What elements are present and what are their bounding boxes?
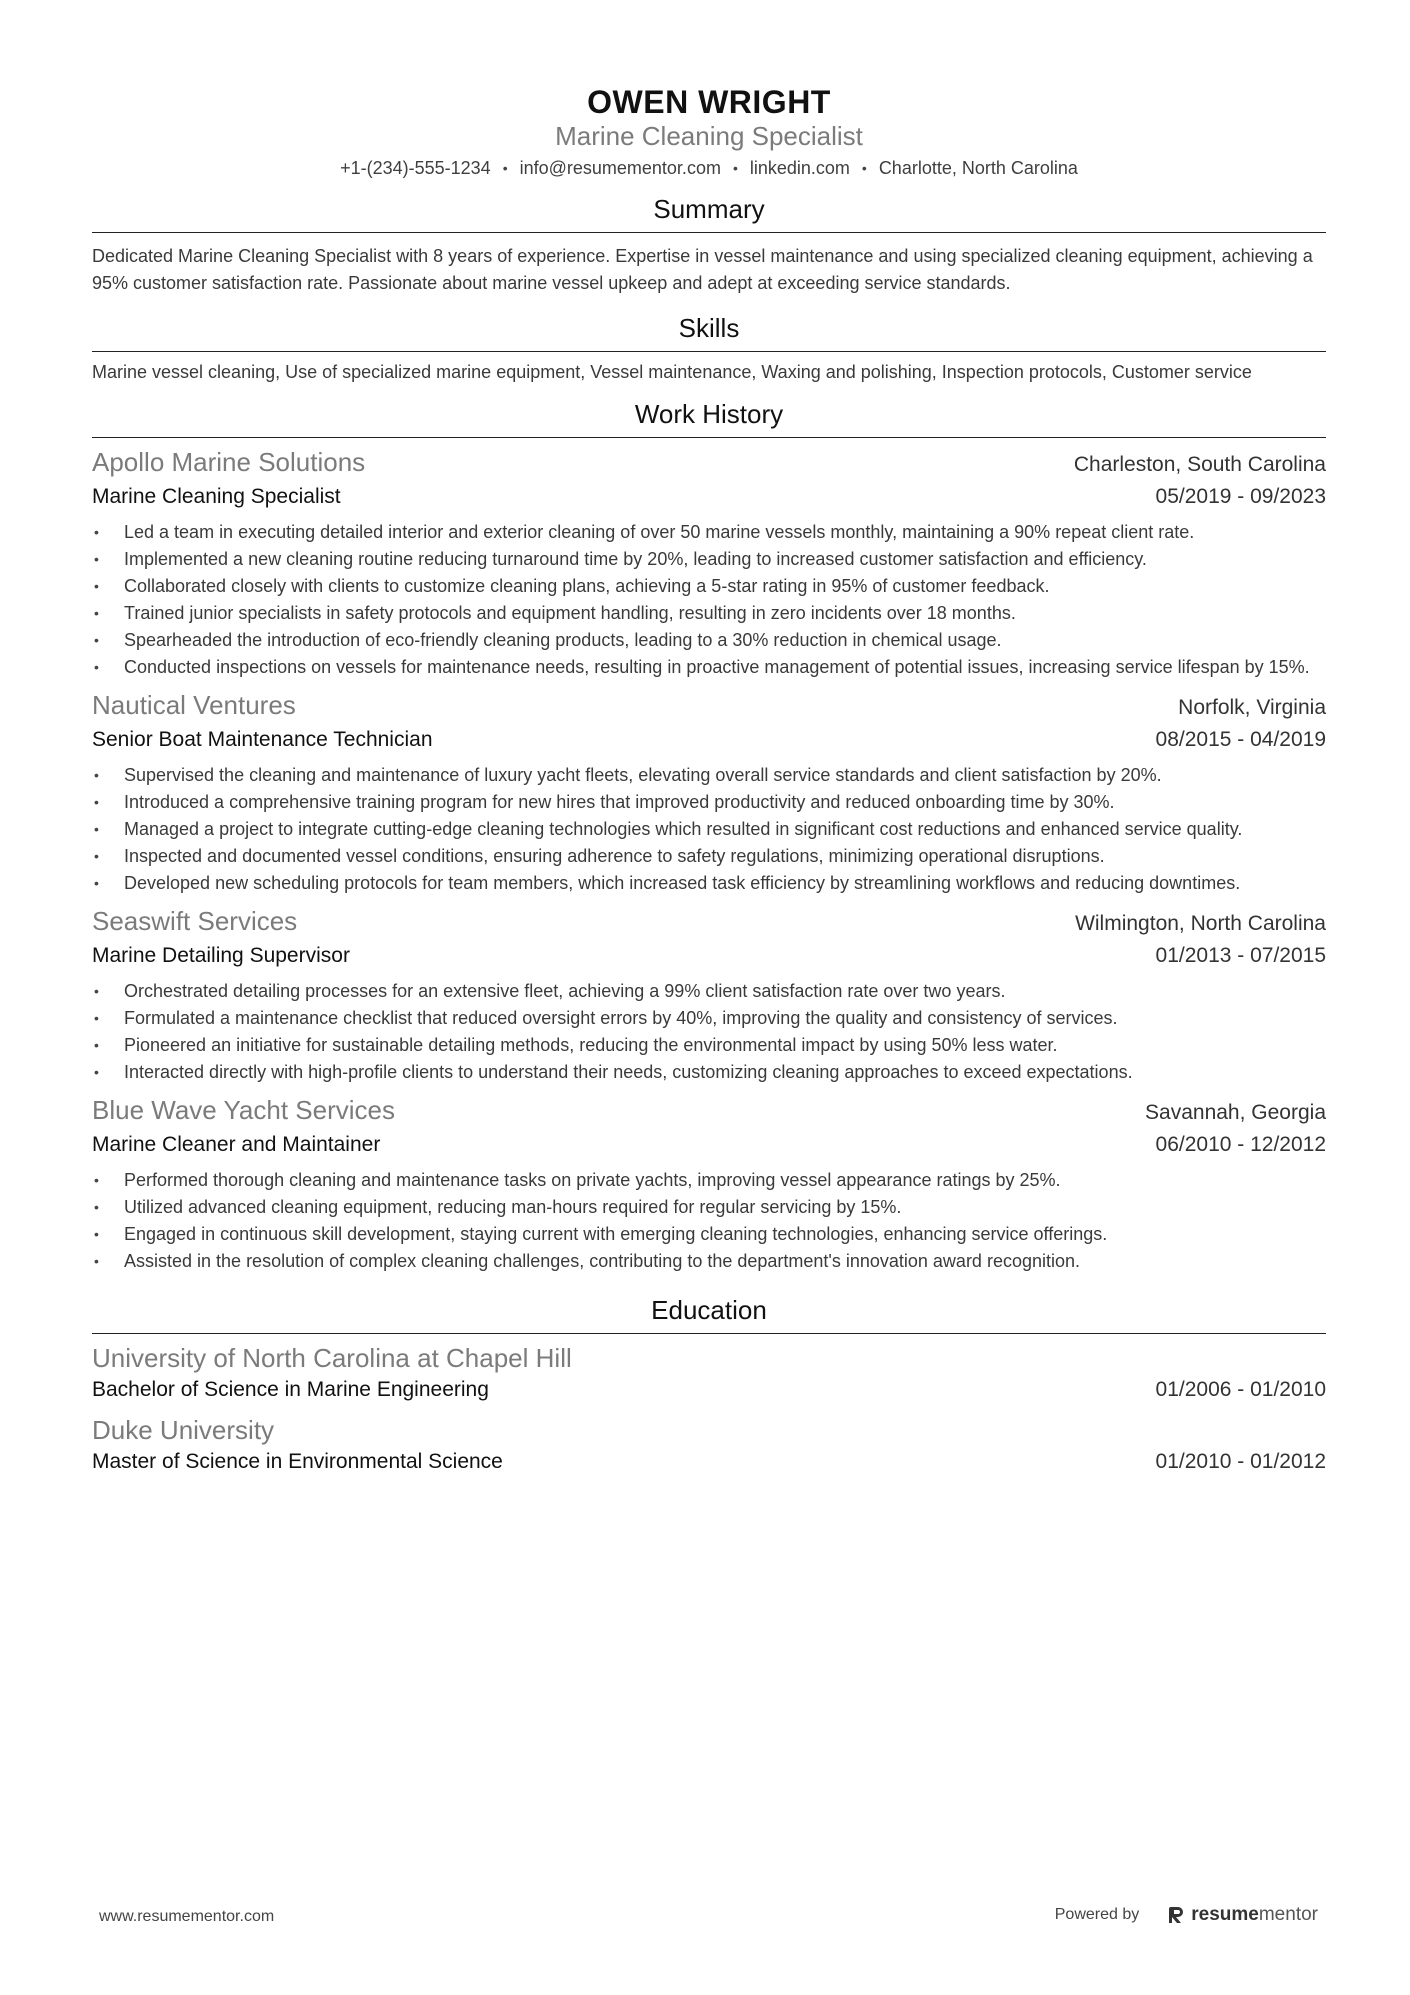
job-bullet-text: Led a team in executing detailed interior and exterior cleaning of over 50 marine vessels monthly, maintaining a 90% repeat client rate. [124,522,1195,542]
job-location: Charleston, South Carolina [1073,453,1326,476]
job-bullet [92,600,1326,627]
job-company: Seaswift Services [92,906,298,936]
job-header-row [92,446,1326,481]
job-location: Wilmington, North Carolina [1075,912,1326,935]
bullet-dot: • [94,1253,99,1269]
job-bullet-text: Performed thorough cleaning and maintenance tasks on private yachts, improving vessel appearance ratings by 25%. [124,1170,1061,1190]
education-entry [92,1414,1326,1478]
job-bullet [92,1059,1326,1086]
job-role-row [92,1129,1326,1161]
job-dates: 08/2015 - 04/2019 [1155,728,1326,751]
job-bullet [92,843,1326,870]
job-bullet [92,654,1326,681]
job-bullet [92,1005,1326,1032]
job-role: Senior Boat Maintenance Technician [92,728,433,751]
bullet-separator: • [732,160,738,176]
resume-content [92,84,1326,1478]
skills-text: Marine vessel cleaning, Use of specialized marine equipment, Vessel maintenance, Waxing and polishing, Inspection protocols, Customer service [92,362,1252,382]
job-bullets [92,1167,1326,1275]
summary-text: Dedicated Marine Cleaning Specialist with 8 years of experience. Expertise in vessel maintenance and using specialized cleaning equipment, achieving a 95% customer satisfaction rate. Passionate about marine vessel upkeep and adept at exceeding service standards. [92,246,1313,293]
education-dates: 01/2006 - 01/2010 [1155,1378,1326,1401]
education-dates: 01/2010 - 01/2012 [1155,1450,1326,1473]
bullet-dot: • [94,1199,99,1215]
bullet-separator: • [861,160,867,176]
job-bullet [92,546,1326,573]
job-bullet [92,573,1326,600]
powered-by-label: Powered by [1054,1906,1140,1923]
bullet-dot: • [94,524,99,540]
bullet-dot: • [94,1064,99,1080]
job-bullet [92,519,1326,546]
job-bullet-text: Engaged in continuous skill development, staying current with emerging cleaning technologies, enhancing service offerings. [124,1224,1108,1244]
work-history-list [92,446,1326,1275]
job-bullet [92,1221,1326,1248]
job-bullet-text: Inspected and documented vessel conditions, ensuring adherence to safety regulations, minimizing operational disruptions. [124,846,1105,866]
job-role: Marine Cleaning Specialist [92,485,341,508]
section-divider [92,1333,1326,1334]
bullet-dot: • [94,659,99,675]
bullet-dot: • [94,821,99,837]
job-company: Apollo Marine Solutions [92,447,366,477]
footer-website[interactable]: www.resumementor.com [99,1908,275,1925]
job-bullet-text: Utilized advanced cleaning equipment, reducing man-hours required for regular servicing by 15%. [124,1197,902,1217]
job-bullet-text: Implemented a new cleaning routine reducing turnaround time by 20%, leading to increased customer satisfaction and efficiency. [124,549,1147,569]
resumementor-logo-icon [1169,1905,1185,1925]
bullet-separator: • [502,160,508,176]
education-degree: Bachelor of Science in Marine Engineering [92,1378,489,1401]
job-location: Norfolk, Virginia [1178,696,1326,719]
education-degree-row [92,1446,1326,1478]
job-bullet [92,762,1326,789]
bullet-dot: • [94,1010,99,1026]
bullet-dot: • [94,605,99,621]
job-bullet [92,1032,1326,1059]
contact-phone: +1-(234)-555-1234 [340,158,491,178]
brand-name-bold: resume [1191,1904,1259,1925]
section-divider [92,232,1326,233]
skills-heading: Skills [678,313,740,343]
job-bullet-text: Introduced a comprehensive training program for new hires that improved productivity and reduced onboarding time by 30%. [124,792,1115,812]
job-bullet [92,816,1326,843]
job-bullet [92,627,1326,654]
job-bullet-text: Managed a project to integrate cutting-edge cleaning technologies which resulted in significant cost reductions and enhanced service quality. [124,819,1243,839]
job-company: Nautical Ventures [92,690,296,720]
education-entry [92,1342,1326,1406]
job-entry [92,1094,1326,1275]
education-school: Duke University [92,1415,275,1445]
job-bullet-text: Assisted in the resolution of complex cleaning challenges, contributing to the department's innovation award recognition. [124,1251,1081,1271]
contact-line [92,154,1326,182]
job-bullet-text: Conducted inspections on vessels for maintenance needs, resulting in proactive management of potential issues, increasing service lifespan by 15%. [124,657,1310,677]
job-role: Marine Detailing Supervisor [92,944,350,967]
job-bullet-text: Developed new scheduling protocols for team members, which increased task efficiency by streamlining workflows and reducing downtimes. [124,873,1241,893]
education-heading: Education [651,1295,767,1325]
contact-linkedin[interactable]: linkedin.com [749,158,850,178]
job-entry [92,689,1326,897]
section-divider [92,351,1326,352]
job-dates: 05/2019 - 09/2023 [1155,485,1326,508]
job-header-row [92,1094,1326,1129]
bullet-dot: • [94,1226,99,1242]
education-list [92,1342,1326,1478]
footer-branding [1055,1904,1318,1926]
job-bullet [92,978,1326,1005]
bullet-dot: • [94,578,99,594]
contact-email[interactable]: info@resumementor.com [519,158,721,178]
brand-name-light: mentor [1258,1904,1318,1925]
job-bullets [92,519,1326,681]
job-bullet-text: Orchestrated detailing processes for an extensive fleet, achieving a 99% client satisfaction rate over two years. [124,981,1006,1001]
bullet-dot: • [94,848,99,864]
job-dates: 06/2010 - 12/2012 [1155,1133,1326,1156]
job-bullet-text: Interacted directly with high-profile clients to understand their needs, customizing cleaning approaches to exceed expectations. [124,1062,1133,1082]
work-history-heading: Work History [634,399,784,429]
job-bullets [92,762,1326,897]
job-entry [92,446,1326,681]
bullet-dot: • [94,1037,99,1053]
candidate-name: OWEN WRIGHT [587,84,831,120]
bullet-dot: • [94,875,99,891]
section-divider [92,437,1326,438]
job-bullet-text: Collaborated closely with clients to customize cleaning plans, achieving a 5-star rating in 95% of customer feedback. [124,576,1050,596]
brand-name[interactable] [1191,1904,1318,1926]
bullet-dot: • [94,983,99,999]
job-bullet-text: Trained junior specialists in safety protocols and equipment handling, resulting in zero incidents over 18 months. [124,603,1016,623]
bullet-dot: • [94,1172,99,1188]
bullet-dot: • [94,632,99,648]
bullet-dot: • [94,767,99,783]
contact-location: Charlotte, North Carolina [878,158,1078,178]
job-bullets [92,978,1326,1086]
education-degree: Master of Science in Environmental Science [92,1450,503,1473]
job-role-row [92,481,1326,513]
job-bullet [92,789,1326,816]
job-bullet-text: Pioneered an initiative for sustainable detailing methods, reducing the environmental impact by using 50% less water. [124,1035,1058,1055]
job-bullet [92,870,1326,897]
job-role-row [92,724,1326,756]
job-dates: 01/2013 - 07/2015 [1155,944,1326,967]
job-bullet [92,1194,1326,1221]
job-bullet [92,1167,1326,1194]
job-bullet-text: Formulated a maintenance checklist that reduced oversight errors by 40%, improving the quality and consistency of services. [124,1008,1118,1028]
job-header-row [92,689,1326,724]
summary-heading: Summary [653,194,765,224]
job-header-row [92,905,1326,940]
candidate-title: Marine Cleaning Specialist [555,121,863,151]
bullet-dot: • [94,551,99,567]
job-role: Marine Cleaner and Maintainer [92,1133,381,1156]
education-school: University of North Carolina at Chapel Hill [92,1343,572,1373]
job-role-row [92,940,1326,972]
job-location: Savannah, Georgia [1145,1101,1326,1124]
job-company: Blue Wave Yacht Services [92,1095,395,1125]
job-bullet [92,1248,1326,1275]
job-bullet-text: Spearheaded the introduction of eco-friendly cleaning products, leading to a 30% reduction in chemical usage. [124,630,1002,650]
job-entry [92,905,1326,1086]
job-bullet-text: Supervised the cleaning and maintenance of luxury yacht fleets, elevating overall service standards and client satisfaction by 20%. [124,765,1162,785]
education-degree-row [92,1374,1326,1406]
bullet-dot: • [94,794,99,810]
